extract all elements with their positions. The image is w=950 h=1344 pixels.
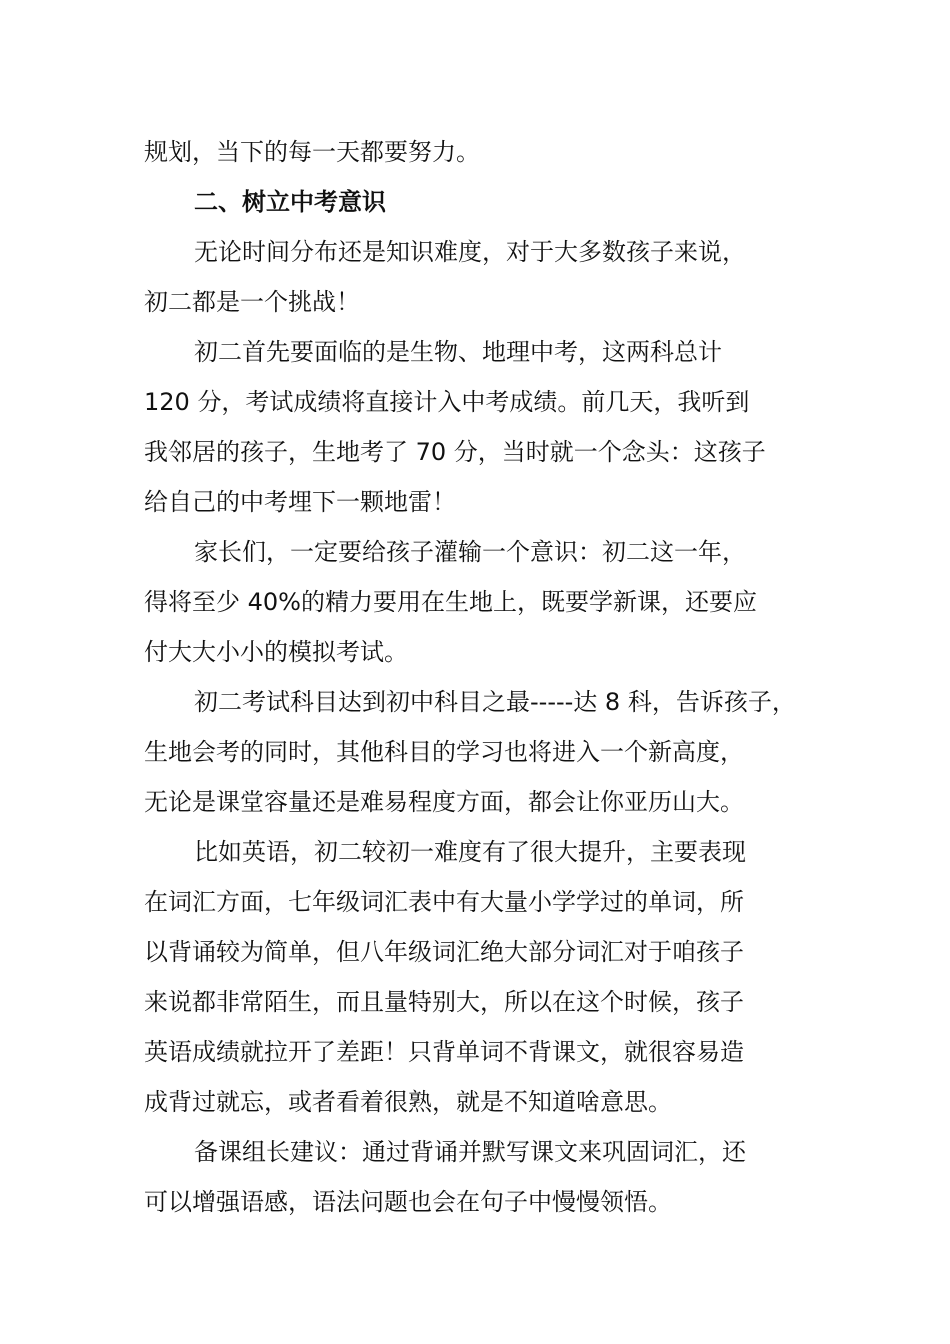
paragraph: 家长们，一定要给孩子灌输一个意识：初二这一年， 得将至少 40%的精力要用在生地上，既要学新课，还要应 付大大小小的模拟考试。 bbox=[144, 538, 757, 666]
paragraph: 备课组长建议：通过背诵并默写课文来巩固词汇，还 可以增强语感，语法问题也会在句子中慢慢领悟。 bbox=[144, 1138, 746, 1216]
paragraph: 初二考试科目达到初中科目之最-----达 8 科，告诉孩子， 生地会考的同时，其他科目的学习也将进入一个新高度， 无论是课堂容量还是难易程度方面，都会让你亚历山大。 bbox=[144, 688, 796, 816]
paragraph: 无论时间分布还是知识难度，对于大多数孩子来说， 初二都是一个挑战！ bbox=[144, 238, 746, 316]
document-body bbox=[144, 127, 816, 1227]
paragraph: 比如英语，初二较初一难度有了很大提升，主要表现 在词汇方面，七年级词汇表中有大量小学学过的单词，所 以背诵较为简单，但八年级词汇绝大部分词汇对于咱孩子 来说都非常陌生，而且量特别大，所以在这个时候，孩子 英语成绩就拉开了差距！只背单词不背课文，就很容易造 成背过就忘，或者看着很熟，就是不知道啥意思。 bbox=[144, 838, 746, 1116]
paragraph: 初二首先要面临的是生物、地理中考，这两科总计 120 分，考试成绩将直接计入中考成绩。前几天，我听到 我邻居的孩子，生地考了 70 分，当时就一个念头：这孩子 给自己的中考埋下一颗地雷！ bbox=[144, 338, 766, 516]
section-heading: 二、树立中考意识 bbox=[194, 188, 386, 216]
paragraph-continuation: 规划，当下的每一天都要努力。 bbox=[144, 138, 480, 166]
